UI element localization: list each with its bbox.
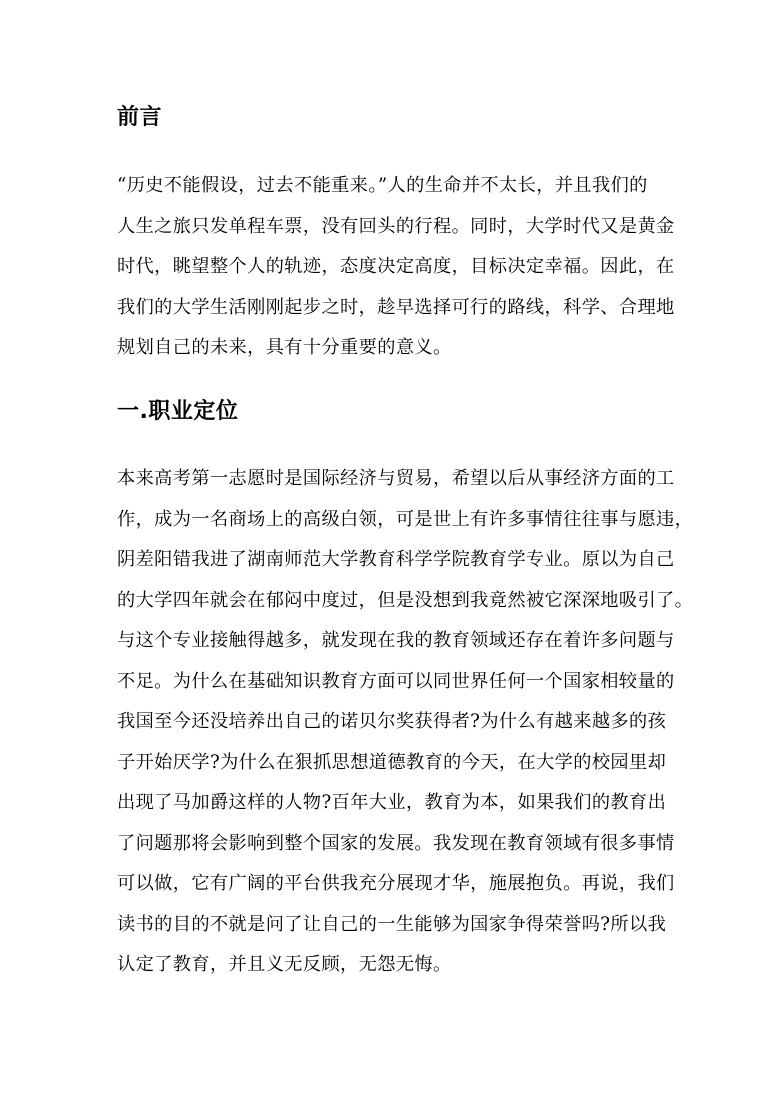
paragraph-career-positioning xyxy=(117,459,693,986)
text-line: 阴差阳错我进了湖南师范大学教育科学学院教育学专业。原以为自己 xyxy=(117,549,675,570)
text-line: 我国至今还没培养出自己的诺贝尔奖获得者?为什么有越来越多的孩 xyxy=(117,711,667,732)
text-line: 认定了教育，并且义无反顾，无怨无悔。 xyxy=(117,954,452,975)
text-line: 子开始厌学?为什么在狠抓思想道德教育的今天，在大学的校园里却 xyxy=(117,751,667,773)
text-line: 作，成为一名商场上的高级白领，可是世上有许多事情往往事与愿违， xyxy=(117,508,694,530)
text-line: 与这个专业接触得越多，就发现在我的教育领域还存在着许多问题与 xyxy=(117,630,675,651)
text-line: 出现了马加爵这样的人物?百年大业，教育为本，如果我们的教育出 xyxy=(117,792,667,813)
text-line: 可以做，它有广阔的平台供我充分展现才华，施展抱负。再说，我们 xyxy=(117,873,675,894)
text-line: “历史不能假设，过去不能重来。”人的生命并不太长，并且我们的 xyxy=(117,175,648,196)
text-line: 读书的目的不就是问了让自己的一生能够为国家争得荣誉吗?所以我 xyxy=(117,913,667,935)
text-line: 规划自己的未来，具有十分重要的意义。 xyxy=(117,337,452,358)
text-line: 本来高考第一志愿时是国际经济与贸易，希望以后从事经济方面的工 xyxy=(117,468,675,489)
text-line: 我们的大学生活刚刚起步之时，趁早选择可行的路线，科学、合理地 xyxy=(117,296,675,318)
text-line: 的大学四年就会在郁闷中度过，但是没想到我竟然被它深深地吸引了。 xyxy=(117,589,694,611)
text-line: 了问题那将会影响到整个国家的发展。我发现在教育领域有很多事情 xyxy=(117,832,675,854)
text-line: 时代，眺望整个人的轨迹，态度决定高度，目标决定幸福。因此，在 xyxy=(117,256,675,277)
section-heading-preface: 前言 xyxy=(117,105,163,130)
text-line: 人生之旅只发单程车票，没有回头的行程。同时，大学时代又是黄金 xyxy=(117,215,675,237)
section-heading-career-positioning: 一.职业定位 xyxy=(117,399,239,424)
text-line: 不足。为什么在基础知识教育方面可以同世界任何一个国家相较量的 xyxy=(117,670,675,692)
paragraph-preface xyxy=(117,166,675,369)
